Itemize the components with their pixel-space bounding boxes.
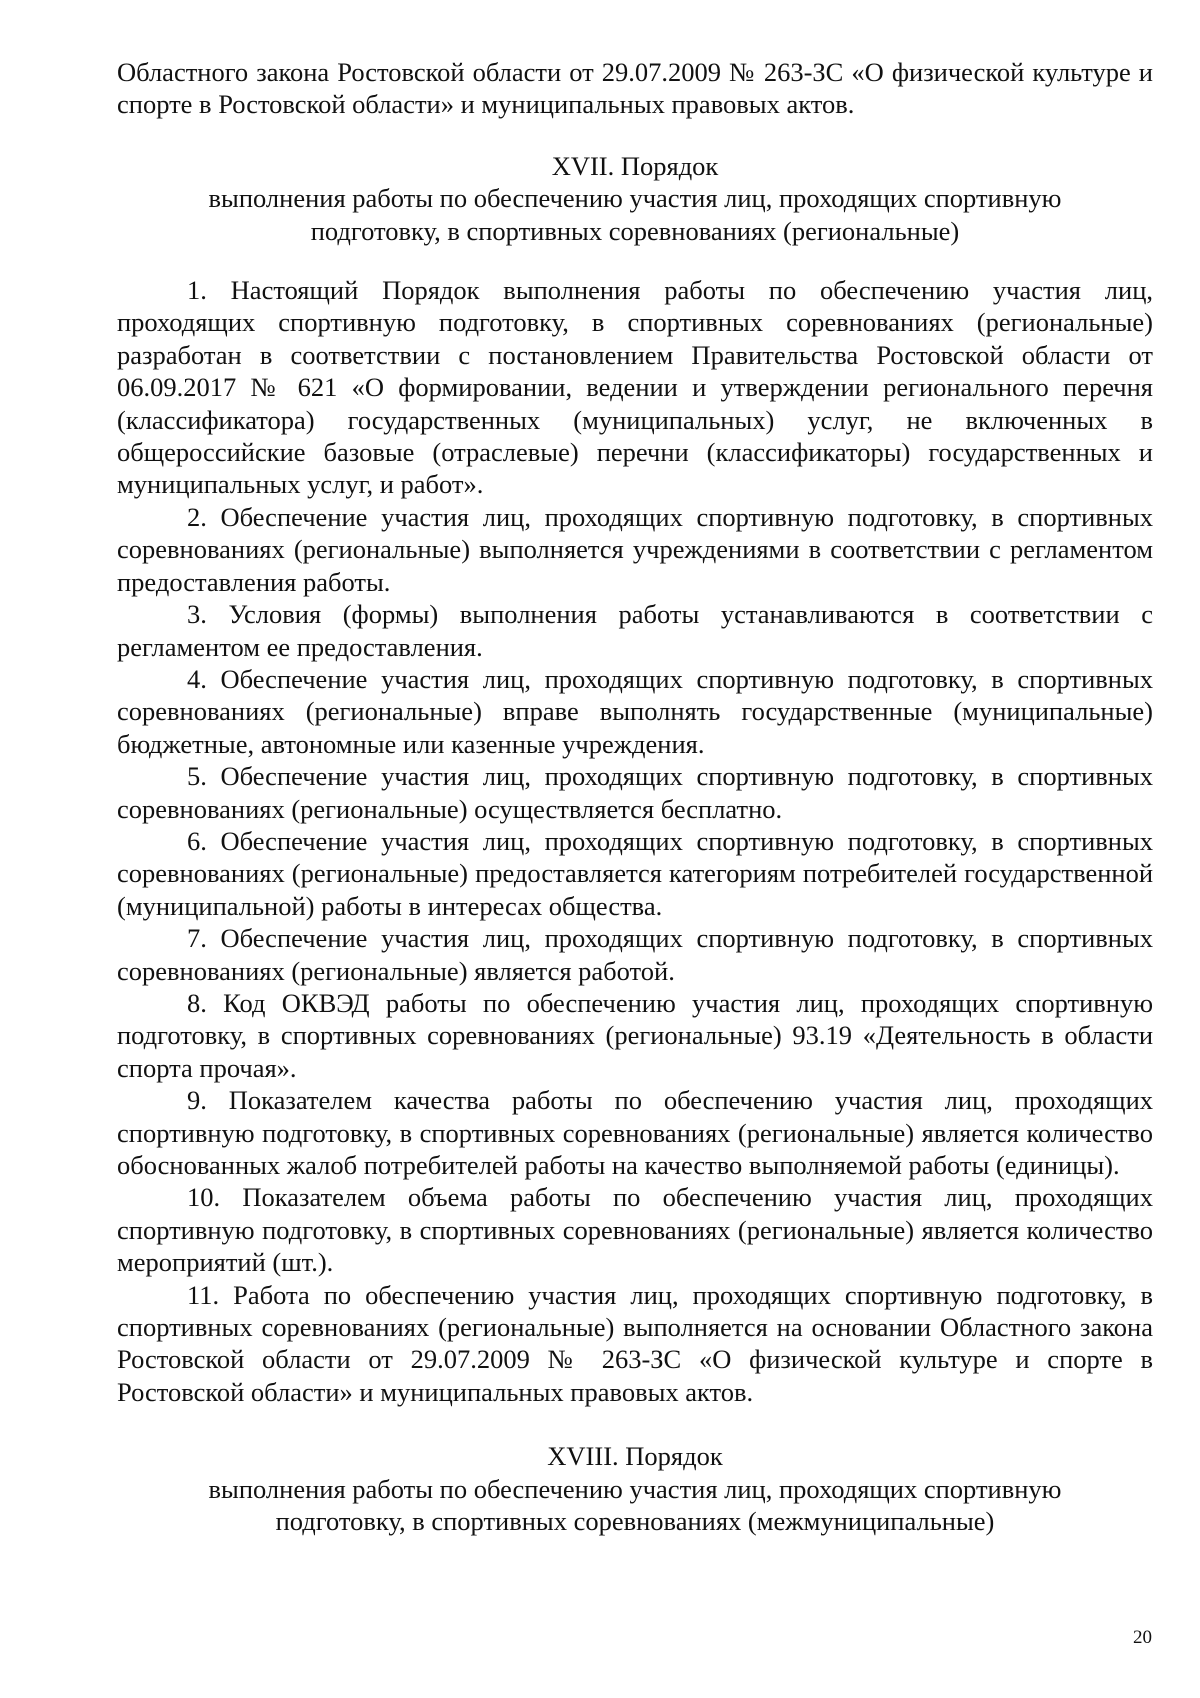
section-17-title: XVII. Порядок bbox=[551, 150, 719, 181]
paragraph-1: 1. Настоящий Порядок выполнения работы по обеспечению участия лиц, проходящих спортивную подготовку, в спортивных соревнованиях (региональные) разработан в соответствии с постановлением Правительства Ростовской области от 06.09.2017 № 621 «О формировании, ведении и утверждении регионального перечня (классификатора) государственных (муниципальных) услуг, не включенных в общероссийские базовые (отраслевые) перечни (классификаторы) государственных и муниципальных услуг, и работ». bbox=[117, 275, 1153, 500]
paragraph-2: 2. Обеспечение участия лиц, проходящих спортивную подготовку, в спортивных соревнованиях (региональные) выполняется учреждениями в соответствии с регламентом предоставления работы. bbox=[117, 501, 1153, 597]
section-18-subtitle-line-1: выполнения работы по обеспечению участия лиц, проходящих спортивную bbox=[208, 1473, 1062, 1504]
section-18-subtitle-line-2: подготовку, в спортивных соревнованиях (межмуниципальные) bbox=[275, 1506, 995, 1537]
intro-paragraph: Областного закона Ростовской области от 29.07.2009 № 263-ЗС «О физической культуре и спорте в Ростовской области» и муниципальных правовых актов. bbox=[117, 57, 1153, 120]
document-page bbox=[117, 56, 1153, 1537]
paragraph-9: 9. Показателем качества работы по обеспечению участия лиц, проходящих спортивную подготовку, в спортивных соревнованиях (региональные) является количество обоснованных жалоб потребителей работы на качество выполняемой работы (единицы). bbox=[117, 1085, 1153, 1180]
section-17-subtitle bbox=[117, 182, 1153, 247]
paragraph-11: 11. Работа по обеспечению участия лиц, проходящих спортивную подготовку, в спортивных соревнованиях (региональные) выполняется на основании Областного закона Ростовской области от 29.07.2009 № 263-ЗС «О физической культуре и спорте в Ростовской области» и муниципальных правовых актов. bbox=[117, 1279, 1153, 1407]
section-17-subtitle-text: выполнения работы по обеспечению участия лиц, проходящих спортивную подготовку, в спортивных соревнованиях (региональные) bbox=[208, 183, 1062, 246]
paragraph-8: 8. Код ОКВЭД работы по обеспечению участия лиц, проходящих спортивную подготовку, в спортивных соревнованиях (региональные) 93.19 «Деятельность в области спорта прочая». bbox=[117, 987, 1153, 1083]
paragraph-3: 3. Условия (формы) выполнения работы устанавливаются в соответствии с регламентом ее предоставления. bbox=[117, 599, 1153, 662]
page-number: 20 bbox=[1133, 1627, 1152, 1648]
paragraph-10: 10. Показателем объема работы по обеспечению участия лиц, проходящих спортивную подготовку, в спортивных соревнованиях (региональные) является количество мероприятий (шт.). bbox=[117, 1182, 1153, 1278]
section-18-title: XVIII. Порядок bbox=[547, 1441, 723, 1472]
paragraph-6: 6. Обеспечение участия лиц, проходящих спортивную подготовку, в спортивных соревнованиях (региональные) предоставляется категориям потребителей государственной (муниципальной) работы в интересах общества. bbox=[117, 825, 1153, 921]
paragraph-7: 7. Обеспечение участия лиц, проходящих спортивную подготовку, в спортивных соревнованиях (региональные) является работой. bbox=[117, 923, 1153, 986]
paragraph-5: 5. Обеспечение участия лиц, проходящих спортивную подготовку, в спортивных соревнованиях (региональные) осуществляется бесплатно. bbox=[117, 761, 1153, 824]
paragraph-4: 4. Обеспечение участия лиц, проходящих спортивную подготовку, в спортивных соревнованиях (региональные) вправе выполнять государственные (муниципальные) бюджетные, автономные или казенные учреждения. bbox=[117, 663, 1153, 759]
